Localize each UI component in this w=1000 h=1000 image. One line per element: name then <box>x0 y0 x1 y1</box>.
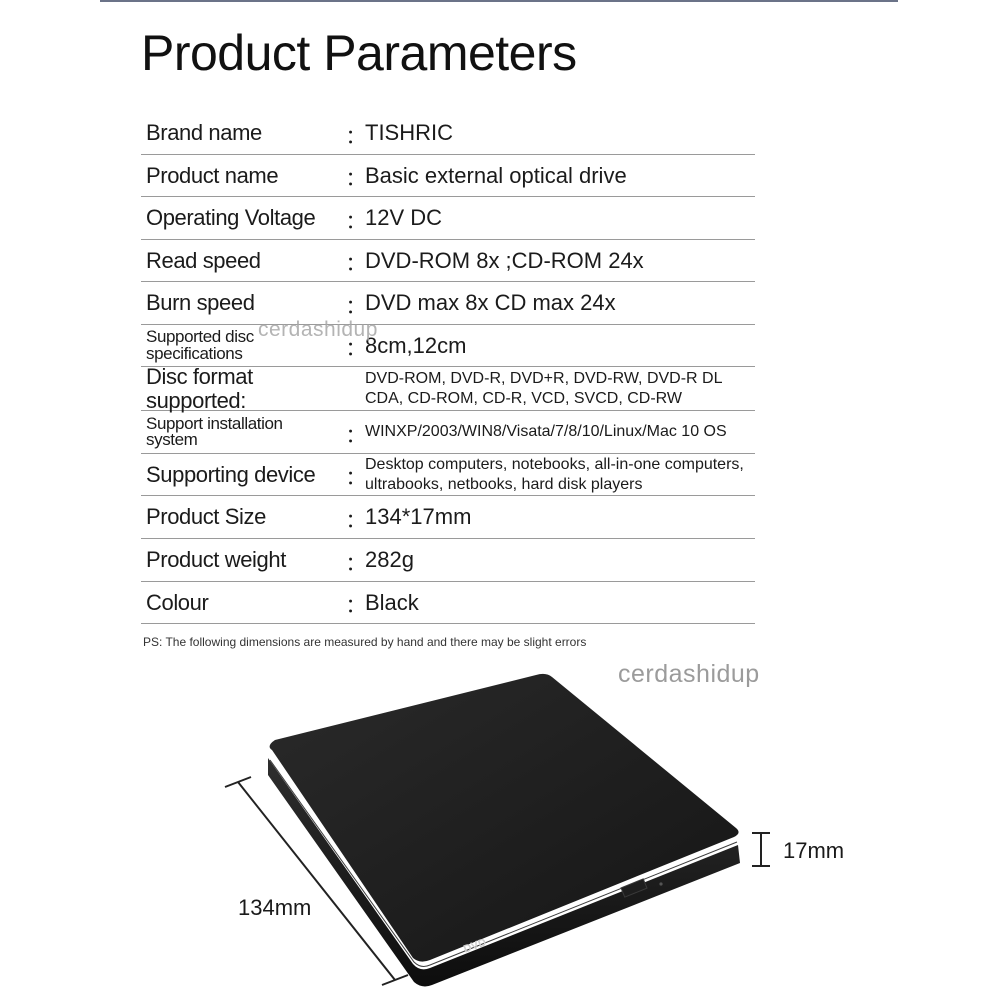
param-value-line: DVD-ROM, DVD-R, DVD+R, DVD-RW, DVD-R DL <box>365 369 723 387</box>
param-value: DVD max 8x CD max 24x <box>365 290 616 316</box>
param-label-line: Support installation <box>146 413 283 433</box>
param-value: 12V DC <box>365 205 443 231</box>
drive-top-surface <box>270 674 739 962</box>
param-value-line: ultrabooks, netbooks, hard disk players <box>365 475 643 493</box>
param-value-line: CDA, CD-ROM, CD-R, VCD, SVCD, CD-RW <box>365 389 683 407</box>
param-label: Product weight <box>146 547 286 573</box>
param-value: 134*17mm <box>365 504 472 530</box>
param-label: Colour <box>146 589 209 615</box>
param-label-line: Supported disc <box>146 327 254 347</box>
param-colon: ： <box>345 250 369 277</box>
param-colon: ： <box>345 592 369 619</box>
param-colon: ： <box>345 464 369 491</box>
length-dimension-cap <box>382 975 408 985</box>
param-value: 282g <box>365 547 414 573</box>
param-colon: ： <box>345 335 369 362</box>
param-colon: ： <box>345 292 369 320</box>
param-label: Operating Voltage <box>146 205 316 231</box>
param-colon: ： <box>345 165 369 192</box>
param-label: Product Size <box>146 504 266 530</box>
length-label: 134mm <box>238 895 312 920</box>
param-label: Product name <box>146 162 279 188</box>
param-label-line: specifications <box>146 343 243 363</box>
param-value: Basic external optical drive <box>365 162 627 188</box>
watermark: cerdashidup <box>258 318 378 341</box>
param-label: Supporting device <box>146 461 316 487</box>
height-label: 17mm <box>783 838 845 863</box>
param-label: Brand name <box>146 120 262 146</box>
param-colon: ： <box>345 421 369 449</box>
param-label: Burn speed <box>146 290 255 316</box>
param-colon: ： <box>345 506 369 534</box>
param-value: Black <box>365 589 419 615</box>
page-title: Product Parameters <box>141 25 577 81</box>
dvd-logo: DVD <box>462 936 488 956</box>
param-value-line: Desktop computers, notebooks, all-in-one computers, <box>365 455 744 473</box>
param-colon: ： <box>345 207 369 235</box>
watermark: cerdashidup <box>618 660 760 688</box>
indicator-led <box>659 882 662 885</box>
param-value: 8cm,12cm <box>365 332 467 358</box>
param-label: Disc format supported: <box>146 364 253 413</box>
param-label: Read speed <box>146 247 261 273</box>
param-value: TISHRIC <box>365 120 453 146</box>
param-value: DVD-ROM 8x ;CD-ROM 24x <box>365 247 644 273</box>
param-label-line: system <box>146 430 198 449</box>
param-value: WINXP/2003/WIN8/Visata/7/8/10/Linux/Mac 10 OS <box>365 423 727 440</box>
param-colon: ： <box>345 549 369 577</box>
length-dimension-cap <box>225 777 251 787</box>
param-colon: ： <box>345 122 369 150</box>
measurement-note: PS: The following dimensions are measured by hand and there may be slight errors <box>143 635 587 649</box>
